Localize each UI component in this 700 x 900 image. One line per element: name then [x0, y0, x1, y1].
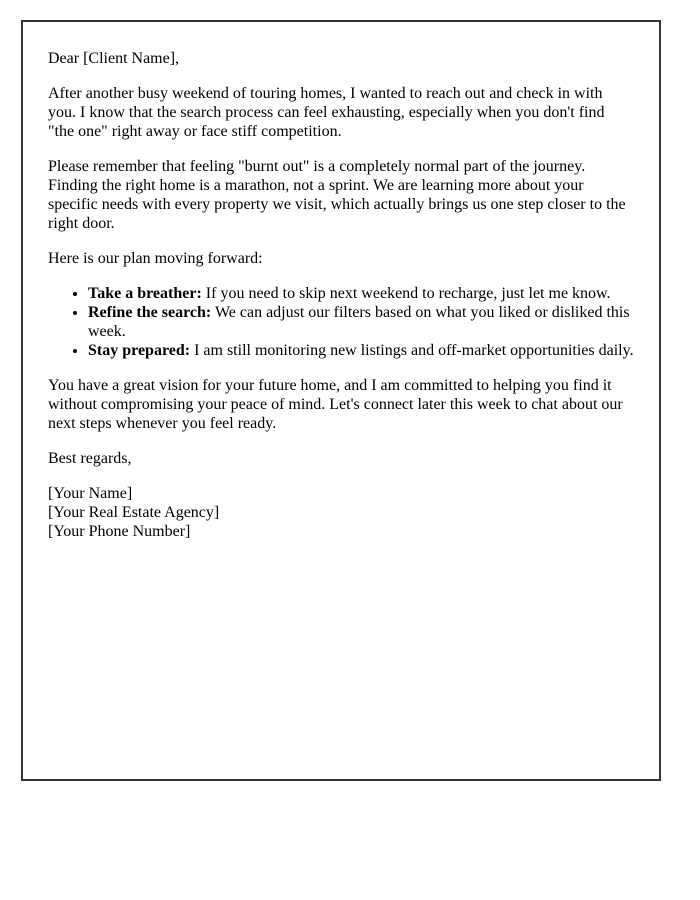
plan-item-text: I am still monitoring new listings and off-market opportunities daily.	[194, 342, 634, 359]
plan-item	[88, 303, 634, 341]
para-checkin: After another busy weekend of touring homes, I wanted to reach out and check in with you. I know that the search process can feel exhausting, especially when you don't find "the one" right away or face stiff competition.	[48, 85, 605, 140]
signoff: Best regards,	[48, 450, 132, 467]
signature-block	[48, 484, 634, 541]
signature-line-phone: [Your Phone Number]	[48, 523, 191, 540]
para-burnout: Please remember that feeling "burnt out" is a completely normal part of the journey. Finding the right home is a marathon, not a sprint. We are learning more about your specific needs with every property we visit, which actually brings us one step closer to the right door.	[48, 158, 626, 232]
plan-item-text: If you need to skip next weekend to recharge, just let me know.	[205, 285, 611, 302]
plan-item-text: We can adjust our filters based on what you liked or disliked this week.	[88, 304, 630, 340]
plan-item-label: Take a breather:	[88, 285, 202, 302]
plan-item-label: Stay prepared:	[88, 342, 191, 359]
plan-item	[88, 284, 634, 303]
signature-line-name: [Your Name]	[48, 485, 133, 502]
para-commitment: You have a great vision for your future home, and I am committed to helping you find it without compromising your peace of mind. Let's connect later this week to chat about our next steps whenever you feel ready.	[48, 377, 623, 432]
salutation: Dear [Client Name],	[48, 50, 180, 67]
plan-intro: Here is our plan moving forward:	[48, 250, 263, 267]
plan-item-label: Refine the search:	[88, 304, 212, 321]
letter-page	[21, 20, 661, 781]
plan-list	[48, 284, 634, 360]
signature-line-agency: [Your Real Estate Agency]	[48, 504, 220, 521]
plan-item	[88, 341, 634, 360]
